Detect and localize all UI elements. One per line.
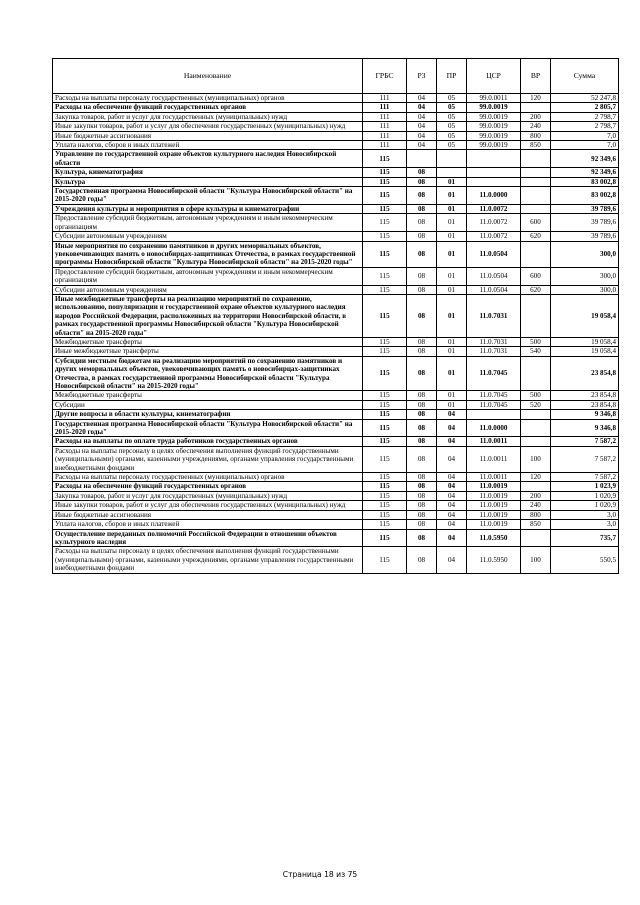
cell-grbs: 115 <box>363 482 407 491</box>
cell-rz: 08 <box>407 294 437 337</box>
cell-name: Осуществление переданных полномочий Российской Федерации в отношении объектов культурного наследия <box>53 529 363 547</box>
cell-sum: 52 247,8 <box>551 94 619 103</box>
cell-vr <box>521 150 551 168</box>
cell-csr: 99.0.0019 <box>467 131 521 140</box>
cell-sum: 2 798,7 <box>551 112 619 121</box>
header-rz: РЗ <box>407 59 437 94</box>
cell-grbs: 115 <box>363 410 407 419</box>
cell-name: Закупка товаров, работ и услуг для государственных (муниципальных) нужд <box>53 112 363 121</box>
cell-sum: 9 346,8 <box>551 410 619 419</box>
cell-grbs: 115 <box>363 214 407 232</box>
cell-pr: 04 <box>437 446 467 472</box>
cell-pr: 05 <box>437 94 467 103</box>
cell-grbs: 111 <box>363 131 407 140</box>
cell-rz: 08 <box>407 510 437 519</box>
cell-pr: 01 <box>437 400 467 409</box>
cell-name: Государственная программа Новосибирской области "Культура Новосибирской области" на 2015-2020 годы" <box>53 419 363 437</box>
cell-sum: 19 058,4 <box>551 347 619 356</box>
cell-name: Управление по государственной охране объектов культурного наследия Новосибирской области <box>53 150 363 168</box>
cell-vr: 520 <box>521 400 551 409</box>
cell-pr: 04 <box>437 473 467 482</box>
table-row <box>53 232 619 241</box>
cell-sum: 83 002,8 <box>551 177 619 186</box>
cell-csr: 11.0.5950 <box>467 529 521 547</box>
cell-grbs: 115 <box>363 232 407 241</box>
table-row <box>53 529 619 547</box>
table-row <box>53 168 619 177</box>
cell-pr: 04 <box>437 510 467 519</box>
cell-sum: 92 349,6 <box>551 150 619 168</box>
cell-rz: 08 <box>407 547 437 573</box>
table-body <box>53 94 619 574</box>
cell-csr: 99.0.0019 <box>467 141 521 150</box>
cell-pr: 05 <box>437 112 467 121</box>
cell-pr: 04 <box>437 501 467 510</box>
cell-vr <box>521 204 551 213</box>
cell-sum: 7,0 <box>551 141 619 150</box>
page-number: Страница 18 из 75 <box>282 870 358 879</box>
cell-csr: 11.0.7045 <box>467 400 521 409</box>
cell-rz: 04 <box>407 94 437 103</box>
cell-sum: 23 854,8 <box>551 356 619 391</box>
cell-rz: 08 <box>407 491 437 500</box>
cell-rz: 08 <box>407 232 437 241</box>
cell-sum: 9 346,8 <box>551 419 619 437</box>
cell-rz: 04 <box>407 131 437 140</box>
table-row <box>53 177 619 186</box>
table-row <box>53 337 619 346</box>
cell-pr: 04 <box>437 520 467 529</box>
cell-vr: 240 <box>521 122 551 131</box>
cell-rz: 04 <box>407 141 437 150</box>
cell-csr: 11.0.0504 <box>467 285 521 294</box>
cell-grbs: 115 <box>363 267 407 285</box>
cell-pr: 05 <box>437 103 467 112</box>
cell-grbs: 111 <box>363 112 407 121</box>
cell-csr: 11.0.7045 <box>467 356 521 391</box>
cell-grbs: 111 <box>363 94 407 103</box>
cell-pr: 04 <box>437 491 467 500</box>
cell-sum: 3,0 <box>551 520 619 529</box>
cell-name: Расходы на обеспечение функций государственных органов <box>53 103 363 112</box>
cell-vr <box>521 103 551 112</box>
cell-name: Субсидии автономным учреждениям <box>53 232 363 241</box>
header-name: Наименование <box>53 59 363 94</box>
table-row <box>53 285 619 294</box>
cell-rz: 08 <box>407 391 437 400</box>
cell-name: Расходы на выплаты персоналу в целях обеспечения выполнения функций государственными (муниципальными) органами, казенными учреждениями, органами управления государственными внебюджетными фондами <box>53 547 363 573</box>
table-row <box>53 391 619 400</box>
cell-vr: 240 <box>521 501 551 510</box>
cell-name: Уплата налогов, сборов и иных платежей <box>53 520 363 529</box>
cell-pr <box>437 168 467 177</box>
table-row <box>53 131 619 140</box>
cell-rz: 08 <box>407 168 437 177</box>
cell-name: Иные бюджетные ассигнования <box>53 131 363 140</box>
cell-rz: 08 <box>407 187 437 205</box>
cell-name: Расходы на выплаты персоналу государственных (муниципальных) органов <box>53 473 363 482</box>
cell-csr: 11.0.0019 <box>467 491 521 500</box>
cell-pr: 01 <box>437 214 467 232</box>
cell-vr: 850 <box>521 141 551 150</box>
cell-grbs: 111 <box>363 141 407 150</box>
table-row <box>53 520 619 529</box>
cell-rz: 08 <box>407 437 437 446</box>
cell-vr: 850 <box>521 520 551 529</box>
cell-sum: 300,0 <box>551 285 619 294</box>
cell-vr <box>521 241 551 267</box>
cell-vr <box>521 177 551 186</box>
cell-grbs: 115 <box>363 547 407 573</box>
cell-csr: 11.0.0011 <box>467 437 521 446</box>
cell-rz: 04 <box>407 103 437 112</box>
cell-csr: 11.0.0504 <box>467 267 521 285</box>
cell-grbs: 115 <box>363 491 407 500</box>
cell-pr: 01 <box>437 241 467 267</box>
cell-csr: 11.0.0019 <box>467 520 521 529</box>
cell-name: Закупка товаров, работ и услуг для государственных (муниципальных) нужд <box>53 491 363 500</box>
cell-grbs: 115 <box>363 285 407 294</box>
cell-vr: 620 <box>521 232 551 241</box>
table-row <box>53 356 619 391</box>
cell-vr: 120 <box>521 94 551 103</box>
cell-rz: 08 <box>407 356 437 391</box>
cell-sum: 7 587,2 <box>551 446 619 472</box>
cell-rz: 08 <box>407 520 437 529</box>
cell-rz: 08 <box>407 337 437 346</box>
header-sum: Сумма <box>551 59 619 94</box>
cell-grbs: 115 <box>363 347 407 356</box>
cell-grbs: 115 <box>363 294 407 337</box>
table-row <box>53 510 619 519</box>
cell-pr: 01 <box>437 204 467 213</box>
cell-name: Иные межбюджетные трансферты на реализацию мероприятий по сохранению, использованию, популяризации и государственной охране объектов культурного наследия народов Российской Федерации, расположенных на территории Новосибирской области, в рамках государственной программы Новосибирской области "Культура Новосибирской области" на 2015-2020 годы" <box>53 294 363 337</box>
cell-name: Уплата налогов, сборов и иных платежей <box>53 141 363 150</box>
table-row <box>53 347 619 356</box>
cell-pr: 04 <box>437 437 467 446</box>
cell-sum: 300,0 <box>551 241 619 267</box>
cell-vr: 100 <box>521 547 551 573</box>
cell-csr: 11.0.0000 <box>467 187 521 205</box>
cell-csr: 11.0.7031 <box>467 347 521 356</box>
table-row <box>53 187 619 205</box>
cell-rz: 08 <box>407 267 437 285</box>
cell-name: Иные закупки товаров, работ и услуг для обеспечения государственных (муниципальных) нужд <box>53 501 363 510</box>
cell-grbs: 115 <box>363 446 407 472</box>
cell-rz: 08 <box>407 482 437 491</box>
cell-vr <box>521 529 551 547</box>
cell-rz: 08 <box>407 204 437 213</box>
cell-pr <box>437 150 467 168</box>
header-pr: ПР <box>437 59 467 94</box>
table-row <box>53 446 619 472</box>
table-row <box>53 410 619 419</box>
cell-csr <box>467 168 521 177</box>
cell-pr: 01 <box>437 356 467 391</box>
cell-rz: 08 <box>407 347 437 356</box>
cell-name: Культура, кинематография <box>53 168 363 177</box>
cell-rz: 08 <box>407 177 437 186</box>
cell-csr: 11.0.0019 <box>467 501 521 510</box>
cell-grbs: 115 <box>363 520 407 529</box>
cell-grbs: 115 <box>363 419 407 437</box>
cell-vr: 600 <box>521 267 551 285</box>
cell-rz: 08 <box>407 501 437 510</box>
cell-sum: 7 587,2 <box>551 437 619 446</box>
cell-sum: 1 023,9 <box>551 482 619 491</box>
cell-csr: 11.0.5950 <box>467 547 521 573</box>
cell-vr: 800 <box>521 510 551 519</box>
table-row <box>53 501 619 510</box>
cell-csr: 11.0.0000 <box>467 419 521 437</box>
cell-pr: 04 <box>437 547 467 573</box>
cell-vr <box>521 294 551 337</box>
cell-csr: 11.0.0072 <box>467 204 521 213</box>
cell-pr: 01 <box>437 285 467 294</box>
cell-name: Иные мероприятия по сохранению памятников и других мемориальных объектов, увековечивающих память о новосибирцах-защитниках Отечества, в рамках государственной программы Новосибирской области "Культура Новосибирской области" на 2015-2020 годы" <box>53 241 363 267</box>
cell-name: Предоставление субсидий бюджетным, автономным учреждениям и иным некоммерческим организациям <box>53 214 363 232</box>
cell-vr <box>521 419 551 437</box>
cell-grbs: 115 <box>363 337 407 346</box>
table-row <box>53 473 619 482</box>
cell-pr: 05 <box>437 131 467 140</box>
cell-csr: 11.0.0011 <box>467 446 521 472</box>
cell-pr: 05 <box>437 141 467 150</box>
cell-pr: 01 <box>437 391 467 400</box>
cell-csr <box>467 150 521 168</box>
table-row <box>53 437 619 446</box>
cell-pr: 04 <box>437 529 467 547</box>
cell-pr: 04 <box>437 410 467 419</box>
table-row <box>53 419 619 437</box>
cell-grbs: 115 <box>363 510 407 519</box>
cell-name: Расходы на выплаты персоналу в целях обеспечения выполнения функций государственными (муниципальными) органами, казенными учреждениями, органами управления государственными внебюджетными фондами <box>53 446 363 472</box>
cell-vr: 200 <box>521 112 551 121</box>
cell-sum: 39 789,6 <box>551 204 619 213</box>
cell-sum: 23 854,8 <box>551 391 619 400</box>
cell-sum: 39 789,6 <box>551 232 619 241</box>
cell-rz: 04 <box>407 112 437 121</box>
cell-name: Расходы на обеспечение функций государственных органов <box>53 482 363 491</box>
cell-rz: 08 <box>407 410 437 419</box>
cell-sum: 92 349,6 <box>551 168 619 177</box>
cell-sum: 1 020,9 <box>551 491 619 500</box>
cell-vr: 600 <box>521 214 551 232</box>
cell-rz: 08 <box>407 529 437 547</box>
cell-rz: 08 <box>407 241 437 267</box>
cell-name: Межбюджетные трансферты <box>53 391 363 400</box>
cell-vr: 620 <box>521 285 551 294</box>
cell-vr <box>521 482 551 491</box>
cell-sum: 7 587,2 <box>551 473 619 482</box>
table-row <box>53 94 619 103</box>
cell-name: Учреждения культуры и мероприятия в сфере культуры и кинематографии <box>53 204 363 213</box>
cell-name: Иные бюджетные ассигнования <box>53 510 363 519</box>
table-row <box>53 547 619 573</box>
cell-grbs: 115 <box>363 400 407 409</box>
table-row <box>53 241 619 267</box>
cell-name: Культура <box>53 177 363 186</box>
table-row <box>53 112 619 121</box>
cell-csr: 99.0.0019 <box>467 112 521 121</box>
cell-sum: 2 805,7 <box>551 103 619 112</box>
header-grbs: ГРБС <box>363 59 407 94</box>
cell-csr: 99.0.0019 <box>467 103 521 112</box>
cell-grbs: 115 <box>363 187 407 205</box>
table-row <box>53 267 619 285</box>
cell-name: Иные межбюджетные трансферты <box>53 347 363 356</box>
cell-rz: 08 <box>407 285 437 294</box>
cell-sum: 39 789,6 <box>551 214 619 232</box>
cell-rz: 08 <box>407 446 437 472</box>
cell-name: Субсидии местным бюджетам на реализацию мероприятий по сохранению памятников и других мемориальных объектов, увековечивающих память о новосибирцах-защитниках Отечества, в рамках государственной программы Новосибирской области "Культура Новосибирской области" на 2015-2020 годы" <box>53 356 363 391</box>
cell-grbs: 115 <box>363 473 407 482</box>
header-vr: ВР <box>521 59 551 94</box>
cell-grbs: 115 <box>363 501 407 510</box>
cell-csr: 11.0.7045 <box>467 391 521 400</box>
cell-name: Государственная программа Новосибирской области "Культура Новосибирской области" на 2015-2020 годы" <box>53 187 363 205</box>
cell-csr: 11.0.0072 <box>467 214 521 232</box>
table-header-row <box>53 59 619 94</box>
cell-grbs: 115 <box>363 168 407 177</box>
cell-sum: 19 058,4 <box>551 294 619 337</box>
header-csr: ЦСР <box>467 59 521 94</box>
table-row <box>53 400 619 409</box>
cell-name: Расходы на выплаты по оплате труда работников государственных органов <box>53 437 363 446</box>
cell-csr: 11.0.7031 <box>467 294 521 337</box>
cell-grbs: 115 <box>363 241 407 267</box>
cell-grbs: 115 <box>363 437 407 446</box>
cell-sum: 1 020,9 <box>551 501 619 510</box>
cell-name: Субсидии автономным учреждениям <box>53 285 363 294</box>
cell-vr: 540 <box>521 347 551 356</box>
budget-table <box>52 58 619 574</box>
cell-grbs: 111 <box>363 103 407 112</box>
cell-csr <box>467 177 521 186</box>
cell-rz: 08 <box>407 473 437 482</box>
cell-csr: 99.0.0011 <box>467 94 521 103</box>
cell-vr <box>521 437 551 446</box>
cell-vr <box>521 356 551 391</box>
cell-sum: 19 058,4 <box>551 337 619 346</box>
cell-vr: 200 <box>521 491 551 500</box>
cell-csr: 11.0.0019 <box>467 510 521 519</box>
cell-vr: 500 <box>521 337 551 346</box>
cell-pr: 01 <box>437 232 467 241</box>
cell-pr: 01 <box>437 177 467 186</box>
cell-sum: 735,7 <box>551 529 619 547</box>
table-row <box>53 204 619 213</box>
cell-rz: 04 <box>407 122 437 131</box>
cell-csr: 11.0.7031 <box>467 337 521 346</box>
table-row <box>53 294 619 337</box>
cell-grbs: 115 <box>363 177 407 186</box>
cell-pr: 04 <box>437 482 467 491</box>
table-row <box>53 141 619 150</box>
cell-name: Расходы на выплаты персоналу государственных (муниципальных) органов <box>53 94 363 103</box>
cell-grbs: 115 <box>363 391 407 400</box>
cell-csr: 11.0.0019 <box>467 482 521 491</box>
cell-name: Межбюджетные трансферты <box>53 337 363 346</box>
cell-csr: 11.0.0011 <box>467 473 521 482</box>
cell-rz: 08 <box>407 400 437 409</box>
cell-vr: 100 <box>521 446 551 472</box>
cell-name: Субсидии <box>53 400 363 409</box>
table-row <box>53 214 619 232</box>
cell-csr: 11.0.0504 <box>467 241 521 267</box>
cell-grbs: 115 <box>363 150 407 168</box>
cell-csr: 11.0.0072 <box>467 232 521 241</box>
cell-vr: 120 <box>521 473 551 482</box>
cell-sum: 7,0 <box>551 131 619 140</box>
cell-sum: 2 798,7 <box>551 122 619 131</box>
table-row <box>53 491 619 500</box>
cell-rz <box>407 150 437 168</box>
cell-pr: 04 <box>437 419 467 437</box>
cell-grbs: 115 <box>363 529 407 547</box>
cell-grbs: 111 <box>363 122 407 131</box>
cell-csr <box>467 410 521 419</box>
cell-pr: 01 <box>437 187 467 205</box>
cell-sum: 83 002,8 <box>551 187 619 205</box>
table-row <box>53 150 619 168</box>
table-row <box>53 103 619 112</box>
cell-name: Другие вопросы в области культуры, кинематографии <box>53 410 363 419</box>
cell-rz: 08 <box>407 419 437 437</box>
cell-sum: 300,0 <box>551 267 619 285</box>
cell-grbs: 115 <box>363 356 407 391</box>
cell-pr: 05 <box>437 122 467 131</box>
cell-sum: 3,0 <box>551 510 619 519</box>
cell-sum: 23 854,8 <box>551 400 619 409</box>
table-row <box>53 482 619 491</box>
cell-vr <box>521 187 551 205</box>
cell-name: Предоставление субсидий бюджетным, автономным учреждениям и иным некоммерческим организациям <box>53 267 363 285</box>
cell-vr: 500 <box>521 391 551 400</box>
cell-rz: 08 <box>407 214 437 232</box>
cell-csr: 99.0.0019 <box>467 122 521 131</box>
cell-sum: 550,5 <box>551 547 619 573</box>
cell-pr: 01 <box>437 347 467 356</box>
table-row <box>53 122 619 131</box>
cell-vr <box>521 410 551 419</box>
cell-pr: 01 <box>437 337 467 346</box>
cell-name: Иные закупки товаров, работ и услуг для обеспечения государственных (муниципальных) нужд <box>53 122 363 131</box>
cell-pr: 01 <box>437 294 467 337</box>
cell-grbs: 115 <box>363 204 407 213</box>
cell-vr <box>521 168 551 177</box>
cell-vr: 800 <box>521 131 551 140</box>
cell-pr: 01 <box>437 267 467 285</box>
